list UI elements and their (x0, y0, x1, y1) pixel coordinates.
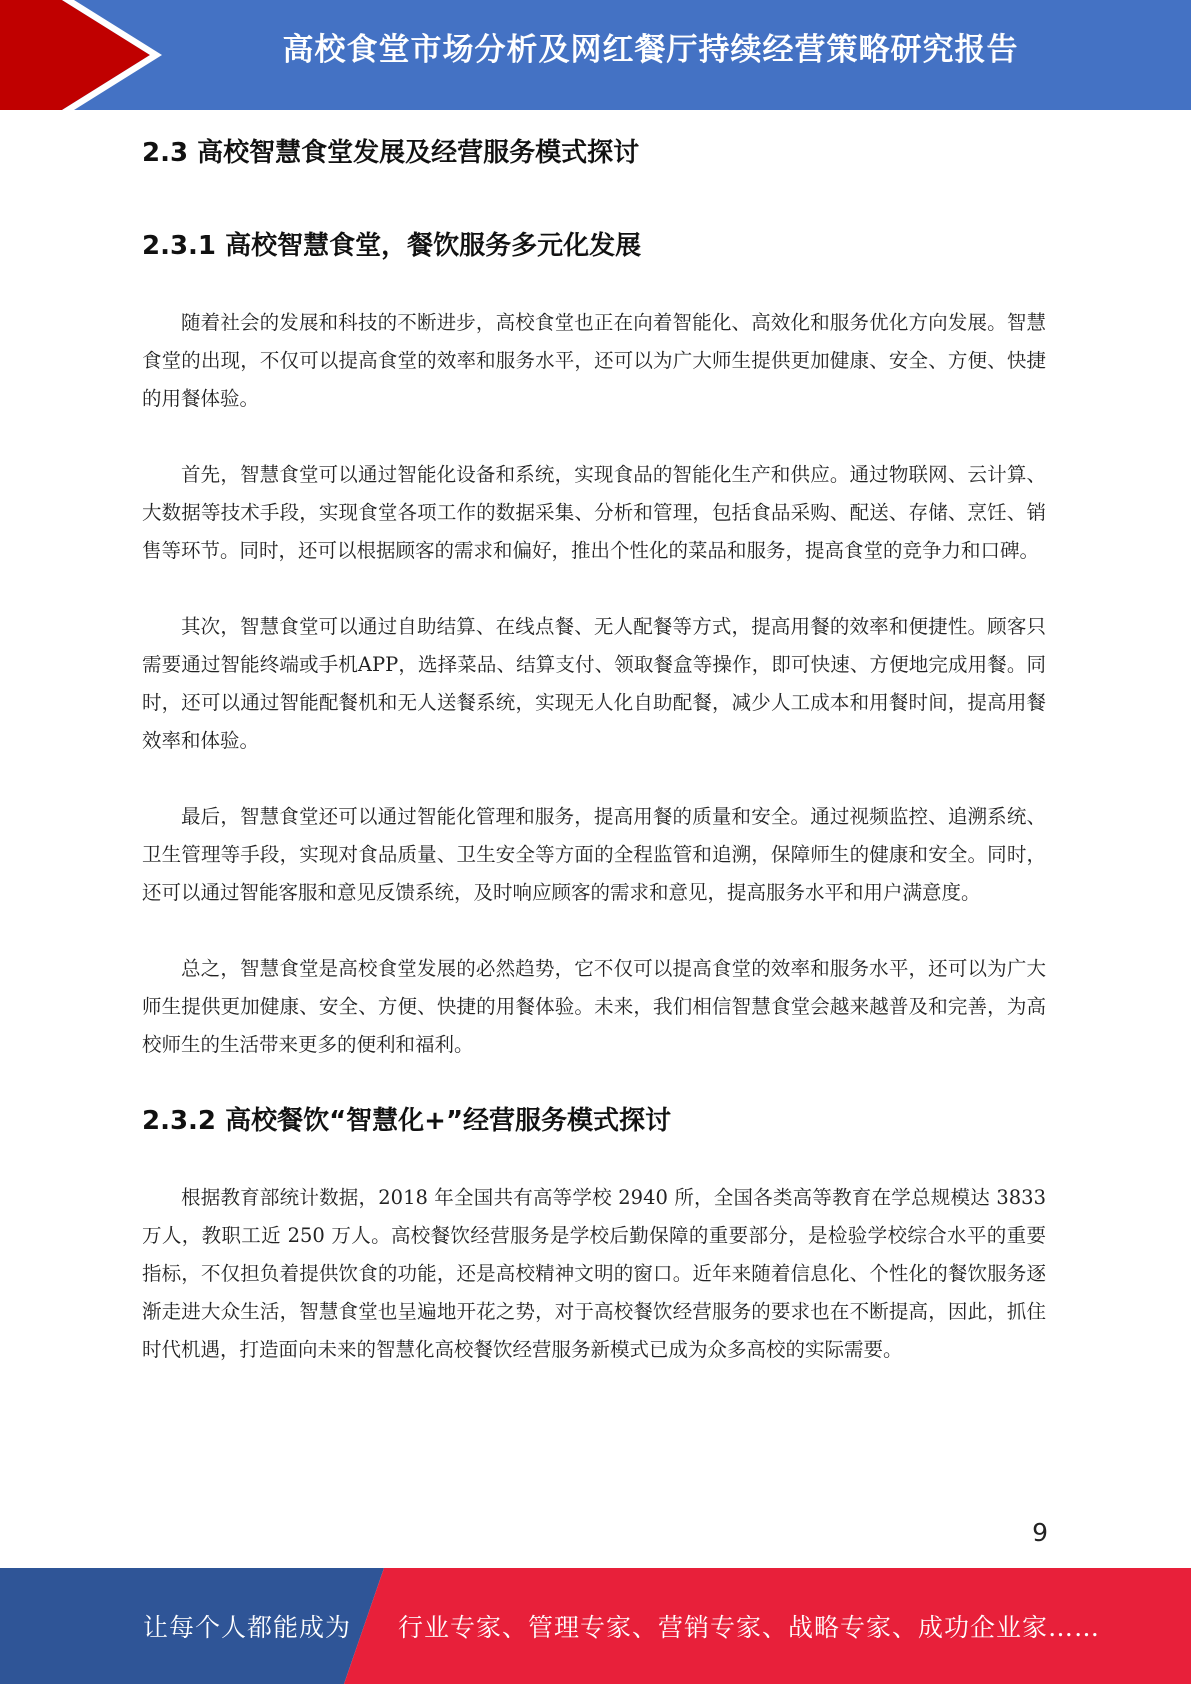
paragraph: 最后，智慧食堂还可以通过智能化管理和服务，提高用餐的质量和安全。通过视频监控、追溯系统、卫生管理等手段，实现对食品质量、卫生安全等方面的全程监管和追溯，保障师生的健康和安全。同时，还可以通过智能客服和意见反馈系统，及时响应顾客的需求和意见，提高服务水平和用户满意度。 (142, 805, 1046, 904)
paragraph: 首先，智慧食堂可以通过智能化设备和系统，实现食品的智能化生产和供应。通过物联网、云计算、大数据等技术手段，实现食堂各项工作的数据采集、分析和管理，包括食品采购、配送、存储、烹饪、销售等环节。同时，还可以根据顾客的需求和偏好，推出个性化的菜品和服务，提高食堂的竞争力和口碑。 (142, 463, 1046, 562)
header-red-arrow (0, 0, 150, 110)
paragraph: 随着社会的发展和科技的不断进步，高校食堂也正在向着智能化、高效化和服务优化方向发展。智慧食堂的出现，不仅可以提高食堂的效率和服务水平，还可以为广大师生提供更加健康、安全、方便、快捷的用餐体验。 (142, 311, 1046, 410)
footer-slogan-right: 行业专家、管理专家、营销专家、战略专家、成功企业家…… (398, 1613, 1101, 1642)
subsection-heading-2-3-2: 2.3.2 高校餐饮“智慧化+”经营服务模式探讨 (142, 1106, 672, 1136)
report-title: 高校食堂市场分析及网红餐厅持续经营策略研究报告 (282, 32, 1019, 68)
section-heading: 2.3 高校智慧食堂发展及经营服务模式探讨 (142, 138, 640, 168)
page-footer (0, 1568, 1191, 1684)
document-body (142, 128, 1046, 1369)
paragraph: 其次，智慧食堂可以通过自助结算、在线点餐、无人配餐等方式，提高用餐的效率和便捷性。顾客只需要通过智能终端或手机APP，选择菜品、结算支付、领取餐盒等操作，即可快速、方便地完成用餐。同时，还可以通过智能配餐机和无人送餐系统，实现无人化自助配餐，减少人工成本和用餐时间，提高用餐效率和体验。 (142, 615, 1046, 752)
footer-slogan-left: 让每个人都能成为 (143, 1613, 352, 1642)
page-number: 9 (1032, 1518, 1048, 1547)
page-header (0, 0, 1191, 110)
paragraph: 总之，智慧食堂是高校食堂发展的必然趋势，它不仅可以提高食堂的效率和服务水平，还可以为广大师生提供更加健康、安全、方便、快捷的用餐体验。未来，我们相信智慧食堂会越来越普及和完善，为高校师生的生活带来更多的便利和福利。 (142, 957, 1046, 1056)
paragraph: 根据教育部统计数据，2018 年全国共有高等学校 2940 所，全国各类高等教育在学总规模达 3833 万人，教职工近 250 万人。高校餐饮经营服务是学校后勤保障的重要部分，是检验学校综合水平的重要指标，不仅担负着提供饮食的功能，还是高校精神文明的窗口。近年来随着信息化、个性化的餐饮服务逐渐走进大众生活，智慧食堂也呈遍地开花之势，对于高校餐饮经营服务的要求也在不断提高，因此，抓住时代机遇，打造面向未来的智慧化高校餐饮经营服务新模式已成为众多高校的实际需要。 (142, 1186, 1046, 1361)
subsection-heading-2-3-1: 2.3.1 高校智慧食堂，餐饮服务多元化发展 (142, 231, 642, 261)
